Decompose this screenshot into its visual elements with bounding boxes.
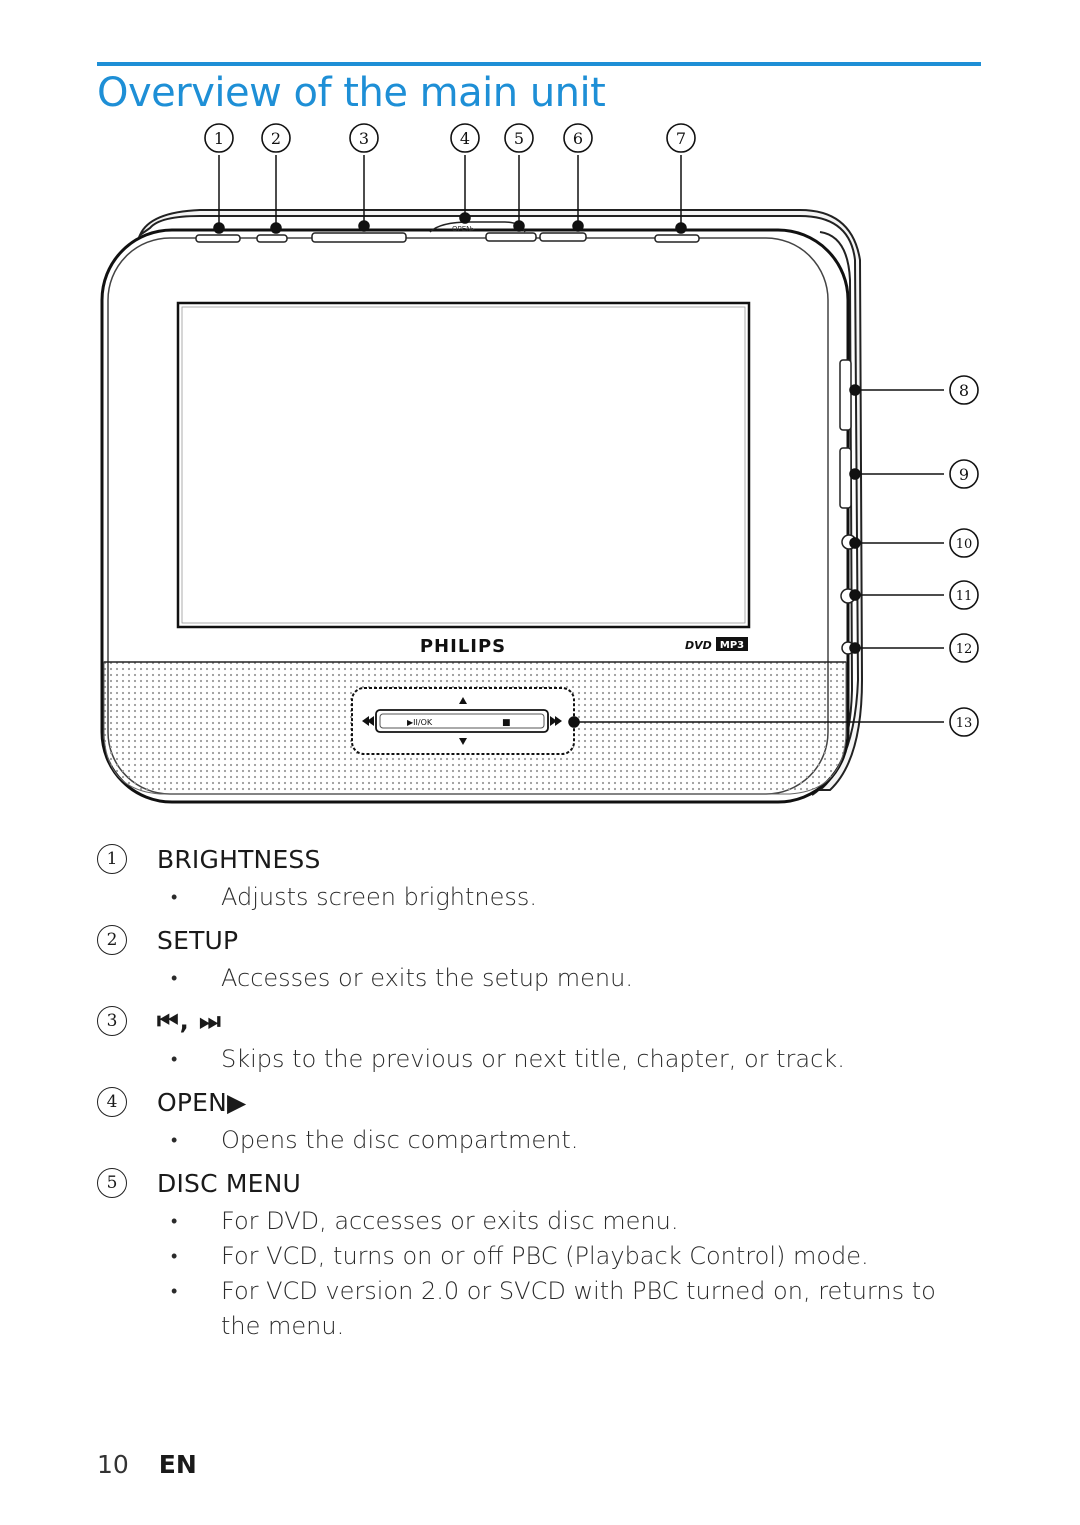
item-number: 4 — [97, 1087, 127, 1117]
legend-item-skip — [97, 1002, 977, 1077]
legend-item-open — [97, 1083, 977, 1158]
callout-6 — [564, 124, 592, 152]
svg-text:9: 9 — [958, 465, 970, 484]
callout-10 — [950, 529, 978, 557]
brightness-button-shape — [196, 235, 240, 242]
button-legend — [97, 840, 977, 1350]
skip-button-shape — [312, 233, 406, 242]
bullet-text: • Accesses or exits the setup menu. — [97, 961, 977, 996]
screen — [178, 303, 749, 627]
svg-text:11: 11 — [955, 589, 973, 604]
disc-menu-button-shape — [486, 233, 536, 241]
svg-text:3: 3 — [358, 129, 370, 148]
svg-text:12: 12 — [955, 642, 973, 657]
bullet-text: • For VCD, turns on or off PBC (Playback Control) mode. — [97, 1239, 977, 1274]
play-ok-label: ▶II/OK — [407, 718, 433, 727]
svg-text:2: 2 — [270, 129, 282, 148]
skip-icons-label: ⏮, ⏭ — [157, 1007, 222, 1035]
option-button-shape — [540, 233, 586, 241]
page-title: Overview of the main unit — [97, 70, 606, 116]
item-number: 3 — [97, 1006, 127, 1036]
language-code: EN — [158, 1450, 197, 1479]
callout-9 — [950, 460, 978, 488]
callout-12 — [950, 634, 978, 662]
dvd-logo: DVD — [685, 639, 712, 652]
bullet-text: • For VCD version 2.0 or SVCD with PBC turned on, returns to the menu. — [97, 1274, 977, 1344]
callout-7 — [667, 124, 695, 152]
page-number: 10 — [97, 1450, 129, 1479]
item-number: 5 — [97, 1168, 127, 1198]
item-label: DISC MENU — [157, 1168, 302, 1198]
svg-text:6: 6 — [572, 129, 584, 148]
mp3-logo: MP3 — [719, 640, 745, 651]
legend-item-brightness — [97, 840, 977, 915]
side-volume-9 — [840, 448, 851, 508]
bullet-text: • Skips to the previous or next title, chapter, or track. — [97, 1042, 977, 1077]
item-label: SETUP — [157, 925, 239, 955]
bullet-text: • For DVD, accesses or exits disc menu. — [97, 1204, 977, 1239]
svg-text:4: 4 — [459, 129, 471, 148]
stop-label: ■ — [502, 718, 511, 728]
callout-13 — [950, 708, 978, 736]
callout-2 — [262, 124, 290, 152]
bullet-text: • Adjusts screen brightness. — [97, 880, 977, 915]
svg-text:1: 1 — [213, 129, 225, 148]
bullet-text: • Opens the disc compartment. — [97, 1123, 977, 1158]
svg-text:5: 5 — [513, 129, 525, 148]
svg-text:7: 7 — [675, 129, 687, 148]
item-number: 1 — [97, 844, 127, 874]
setup-button-shape — [257, 235, 287, 242]
svg-text:10: 10 — [955, 537, 973, 552]
page-footer — [97, 1450, 197, 1479]
legend-item-disc-menu — [97, 1164, 977, 1344]
callout-4 — [451, 124, 479, 152]
callout-3 — [350, 124, 378, 152]
item-number: 2 — [97, 925, 127, 955]
item-label: BRIGHTNESS — [157, 844, 321, 874]
legend-item-setup — [97, 921, 977, 996]
svg-text:8: 8 — [958, 381, 970, 400]
open-label-small: OPEN▸ — [452, 225, 475, 233]
item-label: OPEN▶ — [157, 1087, 247, 1117]
brand-logo: PHILIPS — [419, 636, 507, 657]
callout-11 — [950, 581, 978, 609]
svg-text:13: 13 — [955, 716, 973, 731]
side-switch-8 — [840, 360, 851, 430]
callout-8 — [950, 376, 978, 404]
callout-5 — [505, 124, 533, 152]
av-mode-button-shape — [655, 235, 699, 242]
callout-1 — [205, 124, 233, 152]
